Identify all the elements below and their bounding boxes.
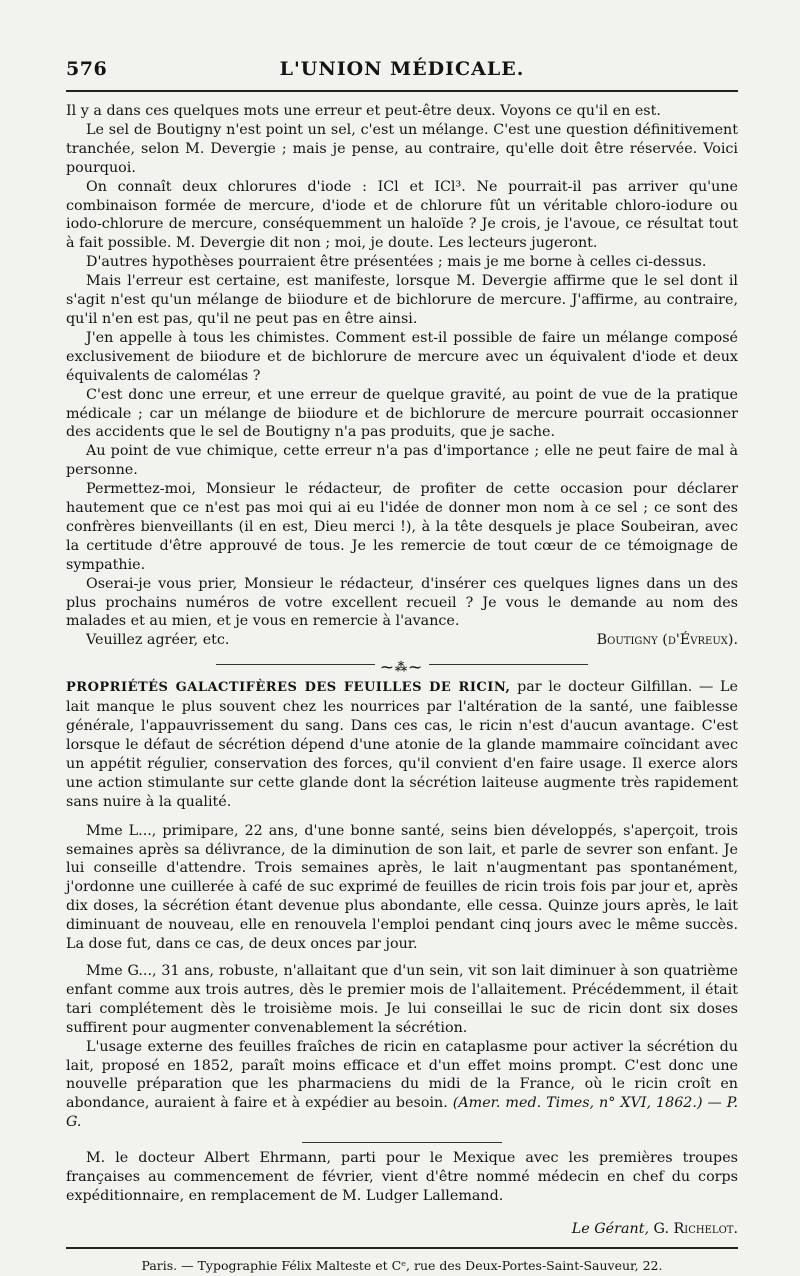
gerant-name: G. Richelot. xyxy=(649,1220,738,1237)
running-title: L'UNION MÉDICALE. xyxy=(279,58,525,80)
journal-page xyxy=(66,52,738,1273)
article-case-2: Mme G..., 31 ans, robuste, n'allaitant que d'un sein, vit son lait diminuer à son quatrième enfant comme aux trois autres, dès le premier mois de l'allaitement. Précédemment, il était tari complétement dès le troisième mois. Je lui conseillai le suc de ricin dont six doses suffirent pour augmenter convenablement la sécrétion. xyxy=(66,962,738,1036)
gerant-line xyxy=(66,1220,738,1239)
letter-closing-line xyxy=(66,631,738,650)
printer-imprint: Paris. — Typographie Félix Malteste et Cᵉ, rue des Deux-Portes-Saint-Sauveur, 22. xyxy=(141,1257,663,1273)
letter-paragraph: On connaît deux chlorures d'iode : ICl et ICl³. Ne pourrait-il pas arriver qu'une combinaison formée de mercure, d'iode et de chlorure fût un véritable chloro-iodure ou iodo-chlorure de mercure, conséquemment un haloïde ? Je crois, je l'avoue, ce résultat tout à fait possible. M. Devergie dit non ; moi, je doute. Les lecteurs jugeront. xyxy=(66,178,738,252)
gerant-label: Le Gérant, xyxy=(571,1220,649,1237)
letter-paragraph: Le sel de Boutigny n'est point un sel, c'est un mélange. C'est une question définitivement tranchée, selon M. Devergie ; mais je pense, au contraire, qu'elle doit être réservée. Voici pourquoi. xyxy=(66,121,738,176)
letter-closing: Veuillez agréer, etc. xyxy=(86,632,230,649)
footer-rule xyxy=(66,1247,738,1249)
letter-signature: Boutigny (d'Évreux). xyxy=(596,632,738,649)
article-intro-paragraph xyxy=(66,678,738,811)
letter-paragraph: Mais l'erreur est certaine, est manifeste, lorsque M. Devergie affirme que le sel dont il s'agit n'est qu'un mélange de biiodure et de bichlorure de mercure. J'affirme, au contraire, qu'il n'en est pas, qu'il ne peut pas en être ainsi. xyxy=(66,273,738,327)
letter-paragraph: Oserai-je vous prier, Monsieur le rédacteur, d'insérer ces quelques lignes dans un des plus prochains numéros de votre excellent recueil ? Je vous le demande au nom des malades et au mien, et je vous en remercie à l'avance. xyxy=(66,575,738,630)
article-conclusion: L'usage externe des feuilles fraîches de ricin en cataplasme pour activer la sécrétion du lait, proposé en 1852, paraît moins efficace et d'un effet moins prompt. C'est donc une nouvelle préparation que les pharmaciens du midi de la France, où le ricin croît en abondance, auraient à faire et à expédier au besoin. (Amer. med. Times, n° XVI, 1862.) — P. G. xyxy=(66,1038,738,1131)
article-section xyxy=(66,678,738,1132)
letter-paragraph: Permettez-moi, Monsieur le rédacteur, de profiter de cette occasion pour déclarer hautement que ce n'est pas moi qui ai eu l'idée de donner mon nom à ce sel ; ce sont des confrères bienveillants (il en est, Dieu merci !), à la tête desquels je place Soubeiran, avec la certitude d'être approuvé de tous. Je les remercie de tout cœur de ce témoignage de sympathie. xyxy=(66,481,738,573)
page-body xyxy=(66,102,738,1276)
article-heading: PROPRIÉTÉS GALACTIFÈRES DES FEUILLES DE RICIN, xyxy=(66,680,511,696)
ornament-glyph: ⁓⁂⁓ xyxy=(375,660,429,674)
section-ornament xyxy=(66,658,738,675)
page-number: 576 xyxy=(66,58,108,80)
letter-paragraph: Il y a dans ces quelques mots une erreur et peut-être deux. Voyons ce qu'il en est. xyxy=(66,103,661,119)
article-citation: (Amer. med. Times, n° XVI, 1862.) — P. G. xyxy=(66,1095,738,1131)
article-intro: par le docteur Gilfillan. — Le lait manque le plus souvent chez les nourrices par l'altération de la santé, une faiblesse générale, l'appauvrissement du sang. Dans ces cas, le ricin n'est d'aucun avantage. C'est lorsque le défaut de sécrétion dépend d'une atonie de la glande mammaire coïncidant avec un appétit régulier, conservation des forces, qu'il convient d'en faire usage. Il exerce alors une action stimulante sur cette glande dont la sécrétion laiteuse augmente très rapidement sans nuire à la qualité. xyxy=(66,679,738,810)
header-rule xyxy=(66,90,738,92)
letter-paragraph: Au point de vue chimique, cette erreur n'a pas d'importance ; elle ne peut faire de mal à personne. xyxy=(66,443,738,479)
letter-section xyxy=(66,102,738,650)
letter-paragraph: C'est donc une erreur, et une erreur de quelque gravité, au point de vue de la pratique médicale ; car un mélange de biiodure et de bichlorure de mercure pourrait occasionner des accidents que le sel de Boutigny n'a pas produits, que je sache. xyxy=(66,386,738,441)
page-header xyxy=(66,52,738,86)
news-notice: M. le docteur Albert Ehrmann, parti pour le Mexique avec les premières troupes françaises au commencement de février, vient d'être nommé médecin en chef du corps expéditionnaire, en remplacement de M. Ludger Lallemand. xyxy=(66,1150,738,1204)
letter-paragraph: D'autres hypothèses pourraient être présentées ; mais je me borne à celles ci-dessus. xyxy=(86,254,707,271)
article-case-1: Mme L..., primipare, 22 ans, d'une bonne santé, seins bien développés, s'aperçoit, trois semaines après sa délivrance, de la diminution de son lait, et parle de sevrer son enfant. Je lui conseille d'attendre. Trois semaines après, le lait n'augmentant pas spontanément, j'ordonne une cuillerée à café de suc exprimé de feuilles de ricin trois fois par jour et, après dix doses, la sécrétion étant devenue plus abondante, elle cessa. Quinze jours après, le lait diminuant de nouveau, elle en renouvela l'emploi pendant cinq jours avec le même succès. La dose fut, dans ce cas, de deux onces par jour. xyxy=(66,822,738,953)
letter-paragraph: J'en appelle à tous les chimistes. Comment est-il possible de faire un mélange composé exclusivement de biiodure et de bichlorure de mercure avec un équivalent d'iode et deux équivalents de calomélas ? xyxy=(66,329,738,384)
notice-rule xyxy=(302,1142,502,1143)
